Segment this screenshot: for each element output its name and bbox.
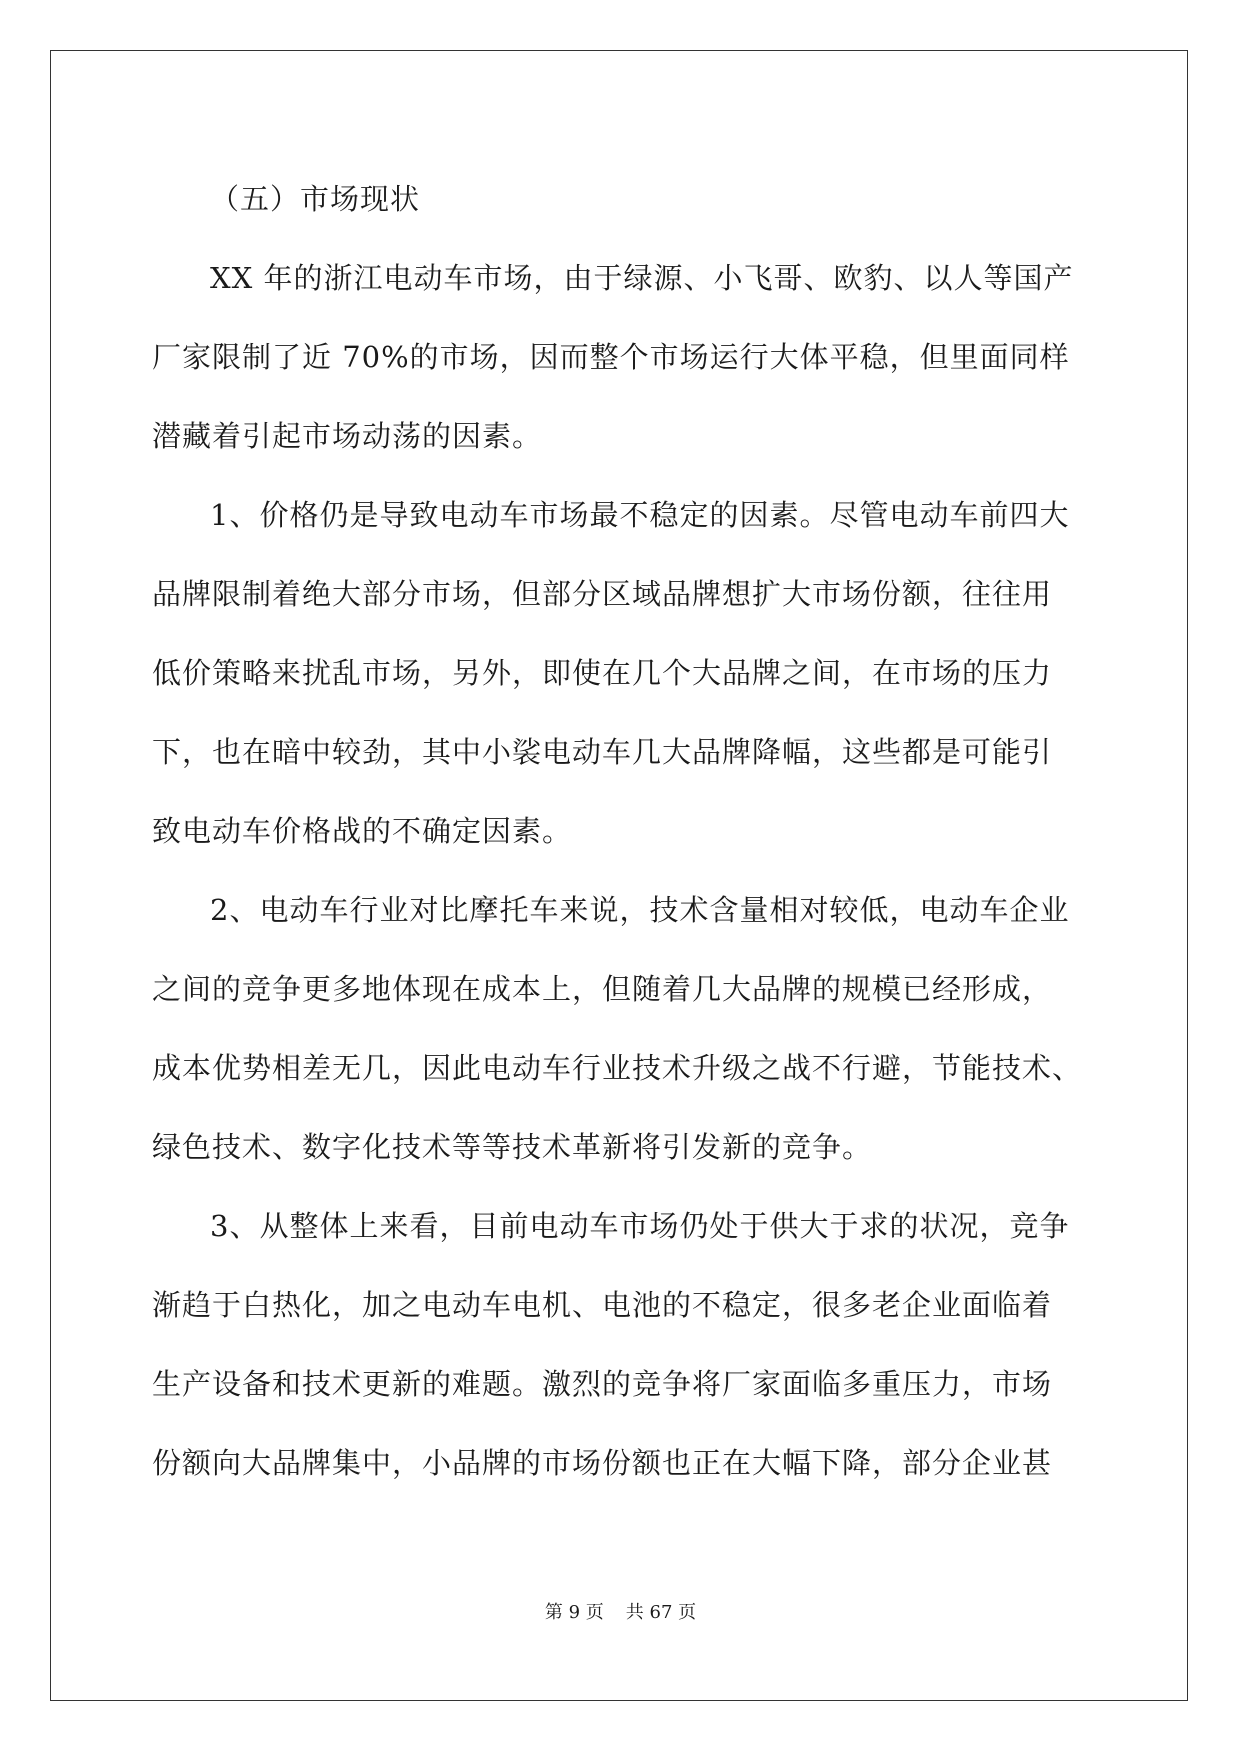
paragraph-technology-factor [152, 871, 1092, 1187]
paragraph-line: 厂家限制了近 70%的市场，因而整个市场运行大体平稳，但里面同样 [152, 340, 1070, 374]
page-number: 第 9 页 [544, 1602, 604, 1623]
paragraph-line: 之间的竞争更多地体现在成本上，但随着几大品牌的规模已经形成， [152, 972, 1053, 1006]
paragraph-line: 渐趋于白热化，加之电动车电机、电池的不稳定，很多老企业面临着 [152, 1288, 1053, 1322]
page-footer [0, 1598, 1241, 1624]
paragraph-supply-factor [152, 1187, 1092, 1503]
document-body [152, 160, 1092, 1503]
paragraph-line: 份额向大品牌集中，小品牌的市场份额也正在大幅下降，部分企业甚 [152, 1446, 1053, 1480]
paragraph-line: XX 年的浙江电动车市场，由于绿源、小飞哥、欧豹、以人等国产 [210, 261, 1074, 295]
paragraph-market-overview [152, 239, 1092, 476]
paragraph-line: 3、从整体上来看，目前电动车市场仍处于供大于求的状况，竞争 [210, 1209, 1070, 1243]
paragraph-line: 潜藏着引起市场动荡的因素。 [152, 419, 543, 453]
paragraph-line: 品牌限制着绝大部分市场，但部分区域品牌想扩大市场份额，往往用 [152, 577, 1053, 611]
total-pages: 共 67 页 [625, 1602, 697, 1623]
paragraph-price-factor [152, 476, 1092, 871]
paragraph-line: 2、电动车行业对比摩托车来说，技术含量相对较低，电动车企业 [210, 893, 1070, 927]
section-heading: （五）市场现状 [210, 182, 421, 216]
paragraph-line: 生产设备和技术更新的难题。激烈的竞争将厂家面临多重压力，市场 [152, 1367, 1053, 1401]
paragraph-line: 致电动车价格战的不确定因素。 [152, 814, 573, 848]
paragraph-line: 低价策略来扰乱市场，另外，即使在几个大品牌之间，在市场的压力 [152, 656, 1053, 690]
paragraph-line: 绿色技术、数字化技术等等技术革新将引发新的竞争。 [152, 1130, 873, 1164]
paragraph-line: 下，也在暗中较劲，其中小裟电动车几大品牌降幅，这些都是可能引 [152, 735, 1053, 769]
paragraph-line: 成本优势相差无几，因此电动车行业技术升级之战不行避，节能技术、 [152, 1051, 1083, 1085]
paragraph-line: 1、价格仍是导致电动车市场最不稳定的因素。尽管电动车前四大 [210, 498, 1070, 532]
